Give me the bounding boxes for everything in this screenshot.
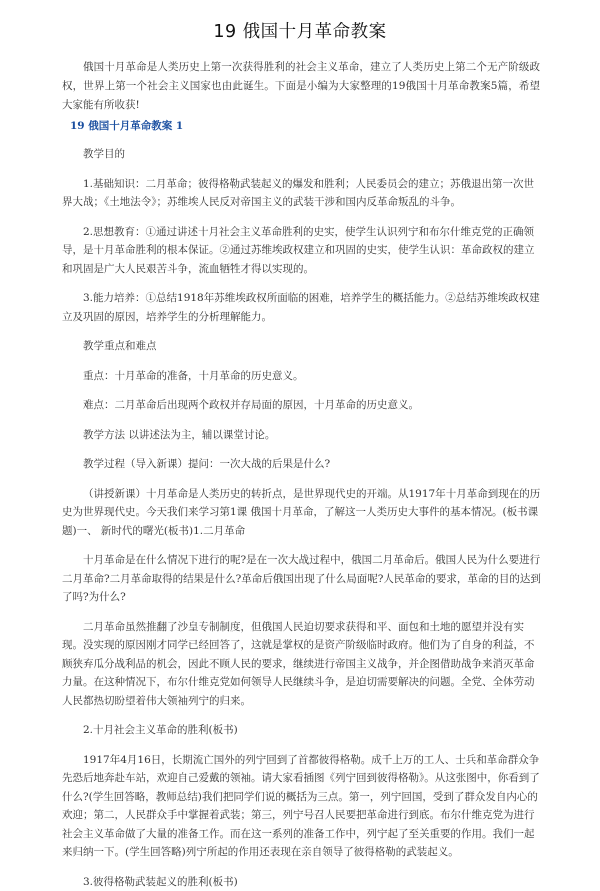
paragraph-ability-training: 3.能力培养：①总结1918年苏维埃政权所面临的困难，培养学生的概括能力。②总结苏维埃政权建立及巩固的原因，培养学生的分析理解能力。 (62, 289, 542, 326)
paragraph-basic-knowledge: 1.基础知识：二月革命；彼得格勒武装起义的爆发和胜利；人民委员会的建立；苏俄退出第一次世界大战；《土地法令》；苏维埃人民反对帝国主义的武装干涉和国内反革命叛乱的斗争。 (62, 175, 542, 212)
paragraph-teaching-method: 教学方法 以讲述法为主，辅以课堂讨论。 (62, 426, 542, 445)
document-title: 19 俄国十月革命教案 (0, 18, 600, 43)
paragraph-teaching-process: 教学过程（导入新课）提问：一次大战的后果是什么? (62, 455, 542, 474)
paragraph-key-point: 重点：十月革命的准备，十月革命的历史意义。 (62, 367, 542, 386)
paragraph-lenin-return: 1917年4月16日，长期流亡国外的列宁回到了首都彼得格勒。成千上万的工人、士兵和革命群众争先恐后地奔赴车站，欢迎自己爱戴的领袖。请大家看插图《列宁回到彼得格勒》。从这张图中，你看到了什么?(学生回答略，教师总结)我们把同学们说的概括为三点。第一，列宁回国，受到了群众发自内心的欢迎；第二，人民群众手中掌握着武装；第三，列宁号召人民要把革命进行到底。布尔什维克党为进行社会主义革命做了大量的准备工作。而在这一系列的准备工作中，列宁起了至关重要的作用。我们一起来归纳一下。(学生回答略)列宁所起的作用还表现在亲自领导了彼得格勒的武装起义。 (62, 751, 542, 862)
subheading-petrograd-uprising: 3.彼得格勒武装起义的胜利(板书) (62, 873, 542, 891)
paragraph-ideological-education: 2.思想教育：①通过讲述十月社会主义革命胜利的史实，使学生认识列宁和布尔什维克党的正确领导，是十月革命胜利的根本保证。②通过苏维埃政权建立和巩固的史实，使学生认识：革命政权的建立和巩固是广大人民艰苦斗争，流血牺牲才得以实现的。 (62, 223, 542, 279)
paragraph-february-question: 十月革命是在什么情况下进行的呢?是在一次大战过程中，俄国二月革命后。俄国人民为什么要进行二月革命?二月革命取得的结果是什么?革命后俄国出现了什么局面呢?人民革命的要求，革命的目的达到了吗?为什么? (62, 551, 542, 607)
paragraph-february-result: 二月革命虽然推翻了沙皇专制制度，但俄国人民迫切要求获得和平、面包和土地的愿望并没有实现。没实现的原因刚才同学已经回答了，这就是掌权的是资产阶级临时政府。他们为了自身的利益，不顾狭弃瓜分战利品的机会，因此不顾人民的要求，继续进行帝国主义战争，并企图借助战争来消灭革命力量。在这种情况下，布尔什维克党如何领导人民继续斗争，是迫切需要解决的问题。全党、全体劳动人民都热切盼望着伟大领袖列宁的归来。 (62, 618, 542, 711)
paragraph-difficult-point: 难点：二月革命后出现两个政权并存局面的原因，十月革命的历史意义。 (62, 396, 542, 415)
section-heading: 19 俄国十月革命教案 1 (70, 118, 183, 133)
heading-teaching-goals: 教学目的 (62, 145, 542, 164)
intro-paragraph: 俄国十月革命是人类历史上第一次获得胜利的社会主义革命，建立了人类历史上第二个无产阶级政权，世界上第一个社会主义国家也由此诞生。下面是小编为大家整理的19俄国十月革命教案5篇，希望大家能有所收获! (62, 58, 540, 115)
heading-key-points: 教学重点和难点 (62, 337, 542, 356)
document-body (62, 145, 542, 891)
paragraph-new-lesson: （讲授新课）十月革命是人类历史的转折点，是世界现代史的开端。从1917年十月革命到现在的历史为世界现代史。今天我们来学习第1课 俄国十月革命，了解这一人类历史大事件的基本情况。(板书课题)一、 新时代的曙光(板书)1.二月革命 (62, 485, 542, 541)
subheading-october-victory: 2.十月社会主义革命的胜利(板书) (62, 721, 542, 740)
